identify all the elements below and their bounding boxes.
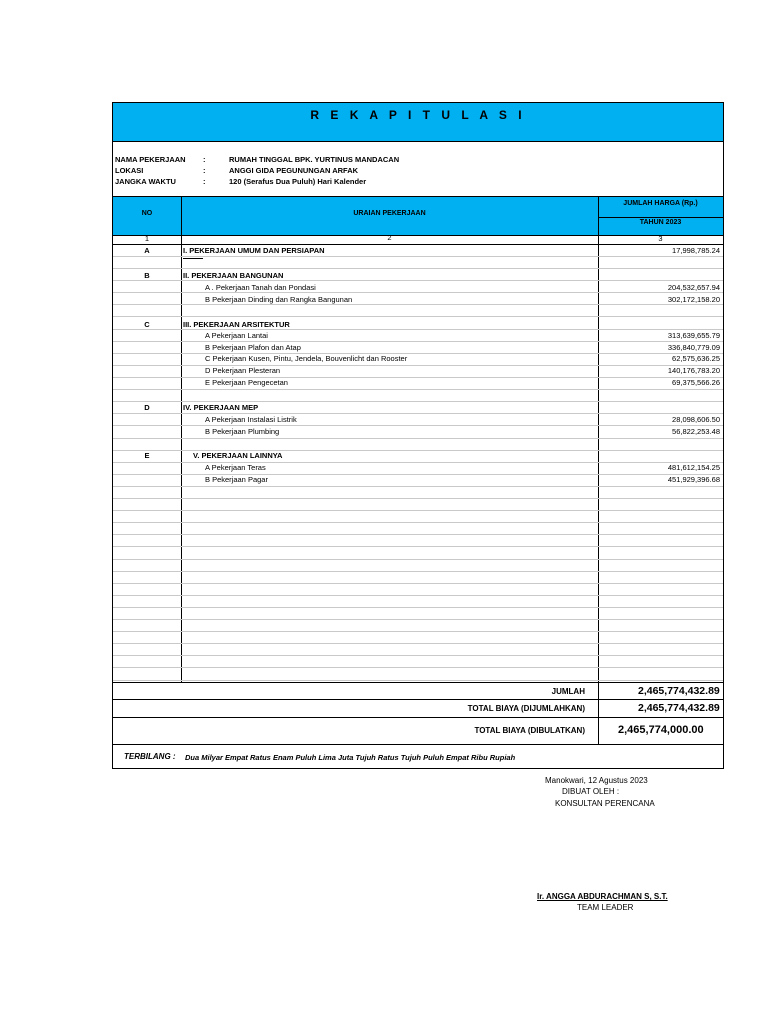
info-value: RUMAH TINGGAL BPK. YURTINUS MANDACAN: [229, 155, 400, 164]
col-number-1: 1: [144, 234, 150, 243]
work-item-value: 336,840,779.09: [667, 343, 720, 352]
row-line: [113, 425, 723, 426]
info-key: LOKASI: [115, 166, 144, 175]
header-jumlah: JUMLAH HARGA (Rp.): [623, 200, 698, 207]
work-item-label: B Pekerjaan Pagar: [205, 475, 268, 484]
info-value: ANGGI GIDA PEGUNUNGAN ARFAK: [229, 166, 359, 175]
row-number: E: [144, 451, 150, 460]
row-line: [113, 595, 723, 596]
info-key: JANGKA WAKTU: [115, 177, 176, 186]
row-number: D: [144, 403, 150, 412]
info-colon: :: [203, 177, 206, 186]
info-value: 120 (Serafus Dua Puluh) Hari Kalender: [229, 177, 367, 186]
row-line: [113, 619, 723, 620]
row-line: [113, 280, 723, 281]
work-item-value: 451,929,396.68: [667, 475, 720, 484]
total-dibulatkan-label: TOTAL BIAYA (DIBULATKAN): [474, 726, 585, 735]
page-title: R E K A P I T U L A S I: [310, 108, 526, 122]
jumlah-value: 2,465,774,432.89: [638, 685, 720, 697]
row-line: [113, 571, 723, 572]
work-item-label: A . Pekerjaan Tanah dan Pondasi: [205, 283, 316, 292]
work-item-value: 302,172,158.20: [667, 295, 720, 304]
row-line: [113, 389, 723, 390]
row-line: [113, 486, 723, 487]
totals-divider: [113, 699, 723, 700]
work-item-value: 56,822,253.48: [672, 427, 720, 436]
section-heading: V. PEKERJAAN LAINNYA: [193, 451, 283, 460]
totals-divider: [113, 744, 723, 745]
row-line: [113, 643, 723, 644]
row-line: [113, 534, 723, 535]
heading-underline: [183, 258, 203, 259]
section-heading: IV. PEKERJAAN MEP: [183, 403, 259, 412]
row-line: [113, 304, 723, 305]
work-item-label: E Pekerjaan Pengecetan: [205, 378, 288, 387]
work-item-value: 28,098,606.50: [672, 415, 720, 424]
row-line: [113, 631, 723, 632]
row-line: [113, 559, 723, 560]
row-line: [113, 329, 723, 330]
row-line: [113, 655, 723, 656]
work-item-label: B Pekerjaan Dinding dan Rangka Bangunan: [205, 295, 353, 304]
section-heading: I. PEKERJAAN UMUM DAN PERSIAPAN: [183, 246, 325, 255]
work-item-label: B Pekerjaan Plumbing: [205, 427, 280, 436]
row-line: [113, 256, 723, 257]
work-item-label: A Pekerjaan Lantai: [205, 331, 268, 340]
header-uraian: URAIAN PEKERJAAN: [353, 210, 426, 217]
row-line: [113, 607, 723, 608]
totals-divider: [113, 682, 723, 683]
section-heading: III. PEKERJAAN ARSITEKTUR: [183, 320, 290, 329]
row-number: A: [144, 246, 150, 255]
row-line: [113, 667, 723, 668]
work-item-value: 204,532,657.94: [667, 283, 720, 292]
work-item-value: 69,375,566.26: [672, 378, 720, 387]
work-item-label: A Pekerjaan Instalasi Listrik: [205, 415, 297, 424]
work-item-value: 313,639,655.79: [667, 331, 720, 340]
terbilang-text: Dua Milyar Empat Ratus Enam Puluh Lima Juta Tujuh Ratus Tujuh Puluh Empat Ribu Rupiah: [185, 753, 516, 762]
row-line: [113, 341, 723, 342]
row-line: [113, 510, 723, 511]
totals-col-divider: [598, 682, 599, 744]
totals-divider: [113, 717, 723, 718]
place-date: Manokwari, 12 Agustus 2023: [545, 776, 648, 785]
header-no: NO: [141, 210, 153, 217]
info-colon: :: [203, 166, 206, 175]
signatory-name: Ir. ANGGA ABDURACHMAN S, S.T.: [537, 892, 668, 901]
row-line: [113, 522, 723, 523]
info-colon: :: [203, 155, 206, 164]
made-by: DIBUAT OLEH :: [562, 787, 620, 796]
work-item-label: B Pekerjaan Plafon dan Atap: [205, 343, 301, 352]
row-number: B: [144, 271, 150, 280]
row-number: C: [144, 320, 150, 329]
col-number-2: 2: [387, 233, 392, 242]
recap-sheet: [112, 102, 724, 769]
work-item-value: 62,575,636.25: [672, 354, 720, 363]
title-bar: [113, 103, 723, 142]
row-line: [113, 546, 723, 547]
row-line: [113, 292, 723, 293]
col-number-3: 3: [658, 234, 663, 243]
total-dijumlahkan-label: TOTAL BIAYA (DIJUMLAHKAN): [467, 704, 585, 713]
row-line: [113, 413, 723, 414]
work-item-label: A Pekerjaan Teras: [205, 463, 266, 472]
header-tahun: TAHUN 2023: [639, 219, 682, 226]
consultant-org: KONSULTAN PERENCANA: [555, 799, 655, 808]
row-line: [113, 680, 723, 681]
row-line: [113, 268, 723, 269]
work-item-value: 481,612,154.25: [667, 463, 720, 472]
work-item-label: D Pekerjaan Plesteran: [205, 366, 281, 375]
row-line: [113, 316, 723, 317]
header-split: [598, 217, 723, 218]
total-dijumlahkan-value: 2,465,774,432.89: [638, 702, 720, 714]
work-item-value: 17,998,785.24: [672, 246, 720, 255]
row-line: [113, 498, 723, 499]
row-line: [113, 438, 723, 439]
terbilang-label: TERBILANG :: [124, 752, 176, 761]
row-line: [113, 401, 723, 402]
signatory-role: TEAM LEADER: [577, 903, 634, 912]
work-item-value: 140,176,783.20: [667, 366, 720, 375]
info-key: NAMA PEKERJAAN: [115, 155, 186, 164]
work-item-label: C Pekerjaan Kusen, Pintu, Jendela, Bouvenlicht dan Rooster: [205, 354, 408, 363]
total-dibulatkan-value: 2,465,774,000.00: [618, 724, 704, 736]
jumlah-label: JUMLAH: [551, 687, 585, 696]
section-heading: II. PEKERJAAN BANGUNAN: [183, 271, 284, 280]
row-line: [113, 244, 723, 245]
row-line: [113, 583, 723, 584]
